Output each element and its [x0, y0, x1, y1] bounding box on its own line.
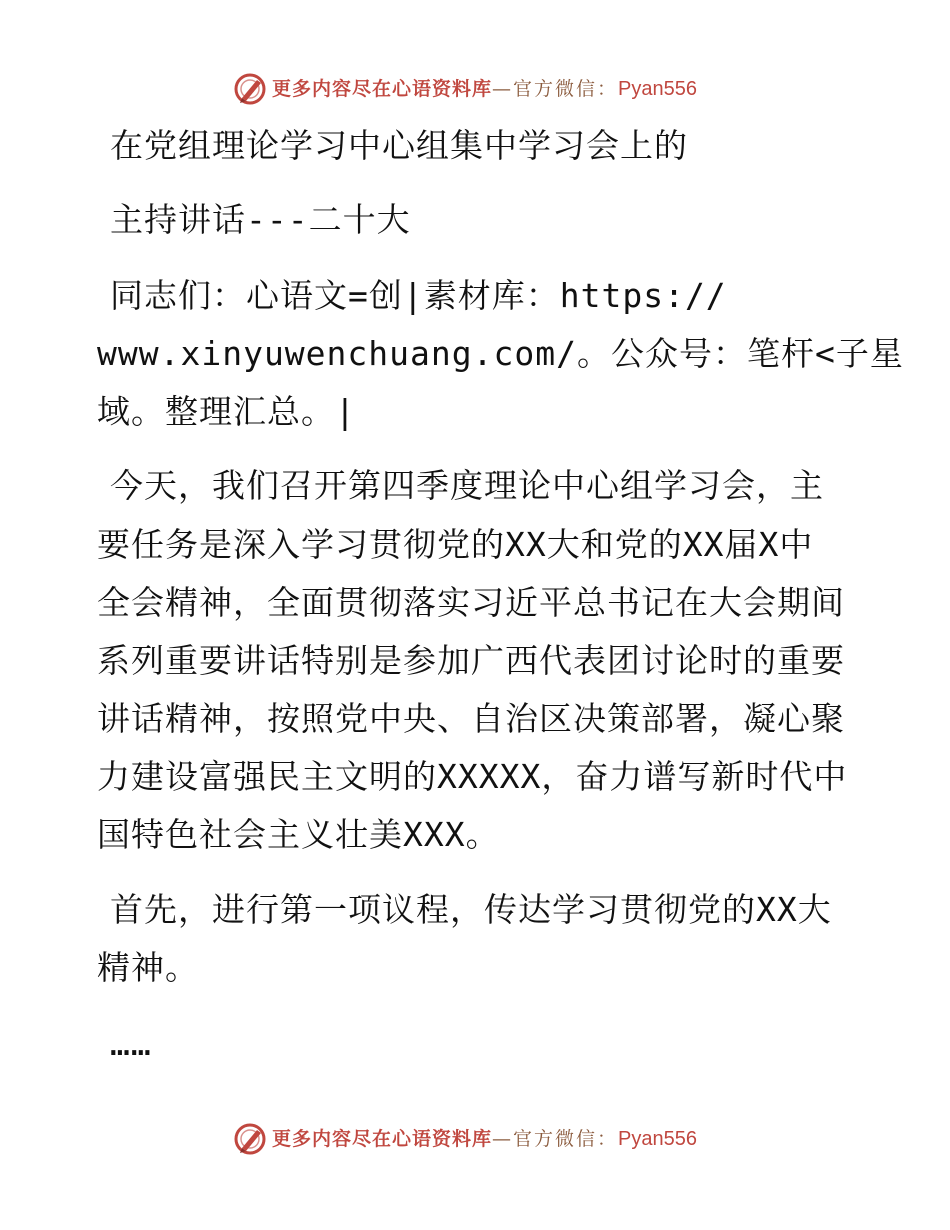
paragraph-2-line: 全会精神，全面贯彻落实习近平总书记在大会期间 [97, 583, 845, 622]
wechat-label: 官方微信： [513, 78, 619, 100]
paragraph-3-line: 精神。 [97, 948, 199, 987]
footer-banner-text [272, 1127, 697, 1151]
brand-text: 更多内容尽在心语资料库 [272, 78, 493, 100]
footer-banner [0, 1120, 950, 1160]
paragraph-2-line: 力建设富强民主文明的XXXXX，奋力谱写新时代中 [97, 757, 848, 796]
pen-logo-icon [233, 1122, 267, 1156]
banner-dash: — [492, 78, 514, 100]
title-line-2: 主持讲话---二十大 [110, 200, 411, 239]
wechat-id: Pyan556 [618, 1128, 697, 1150]
paragraph-2-line: 今天，我们召开第四季度理论中心组学习会，主 [110, 466, 824, 505]
paragraph-1-line: www.xinyuwenchuang.com/。公众号：笔杆<子星 [97, 334, 904, 373]
brand-text: 更多内容尽在心语资料库 [272, 1128, 493, 1150]
ellipsis: …… [110, 1024, 152, 1063]
paragraph-2-line: 讲话精神，按照党中央、自治区决策部署，凝心聚 [97, 699, 845, 738]
wechat-id: Pyan556 [618, 78, 697, 100]
header-banner-text [272, 77, 697, 101]
paragraph-1-line: 域。整理汇总。| [97, 392, 356, 431]
pen-logo-icon [233, 72, 267, 106]
banner-dash: — [492, 1128, 514, 1150]
paragraph-2-line: 国特色社会主义壮美XXX。 [97, 815, 500, 854]
wechat-label: 官方微信： [513, 1128, 619, 1150]
header-banner [0, 70, 950, 110]
title-line-1: 在党组理论学习中心组集中学习会上的 [110, 126, 688, 165]
paragraph-1-line: 同志们：心语文=创|素材库：https:// [110, 276, 727, 315]
paragraph-2-line: 要任务是深入学习贯彻党的XX大和党的XX届X中 [97, 525, 814, 564]
paragraph-3-line: 首先，进行第一项议程，传达学习贯彻党的XX大 [110, 890, 832, 929]
paragraph-2-line: 系列重要讲话特别是参加广西代表团讨论时的重要 [97, 641, 845, 680]
